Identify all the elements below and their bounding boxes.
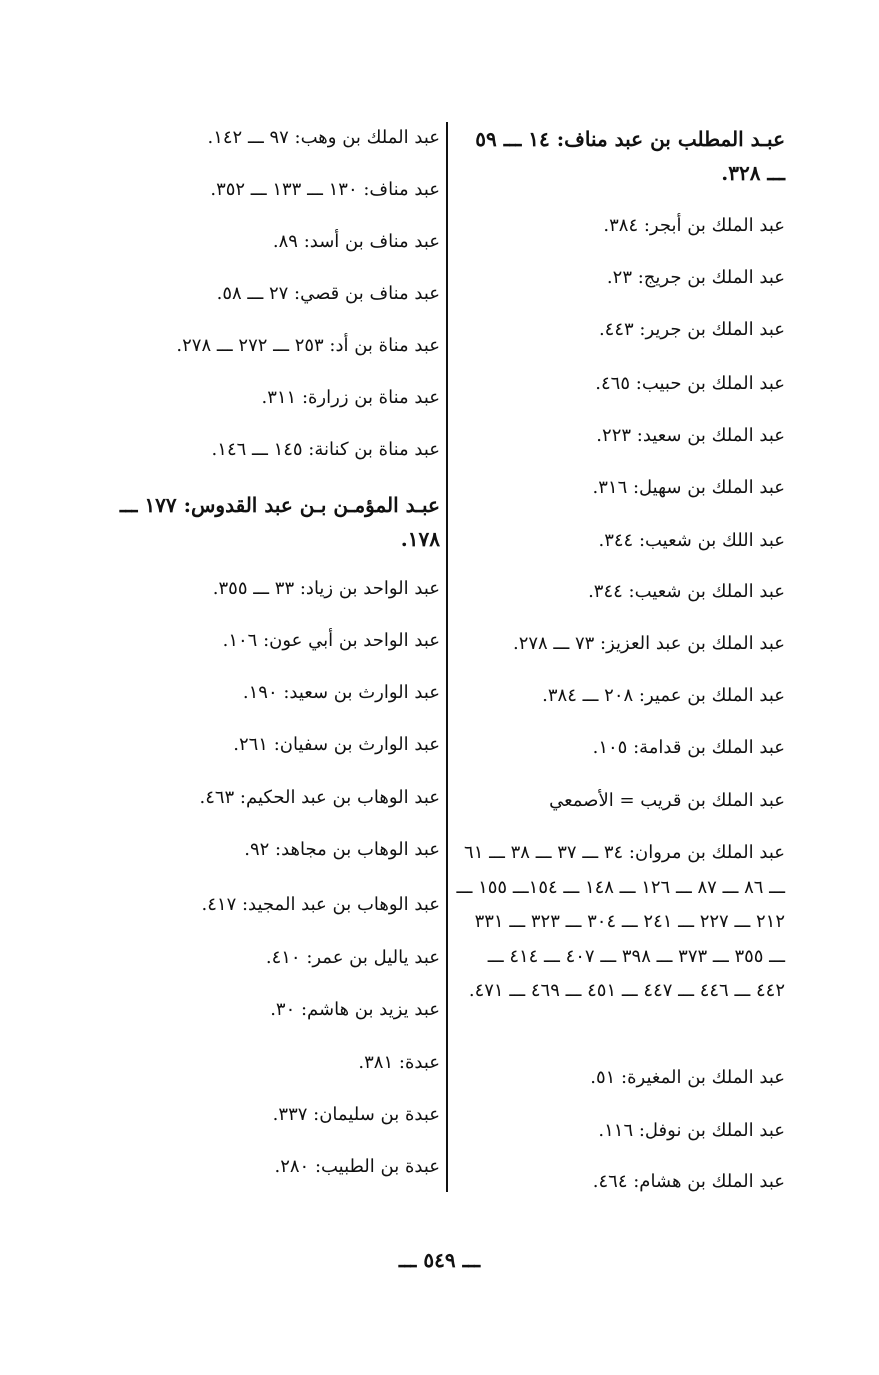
index-entry: عبد الملك بن عبد العزيز: ٧٣ ـــ ٢٧٨.	[512, 633, 785, 654]
index-entry: عبد مناف بن قصي: ٢٧ ـــ ٥٨.	[216, 283, 440, 304]
index-entry: عبد الملك بن سعيد: ٢٢٣.	[596, 425, 785, 446]
index-entry: عبد الملك بن شعيب: ٣٤٤.	[588, 581, 785, 602]
index-entry: عبد الملك بن هشام: ٤٦٤.	[592, 1171, 785, 1192]
index-entry: عبد ياليل بن عمر: ٤١٠.	[265, 947, 440, 968]
index-entry: عبد يزيد بن هاشم: ٣٠.	[270, 999, 440, 1020]
index-entry: عبد الملك بن قدامة: ١٠٥.	[592, 737, 785, 758]
index-entry: عبد الملك بن سهيل: ٣١٦.	[592, 477, 785, 498]
index-entry: عبد الملك بن وهب: ٩٧ ـــ ١٤٢.	[207, 127, 440, 148]
index-entry: عبد الملك بن نوفل: ١١٦.	[598, 1120, 785, 1141]
index-entry: عبد الملك بن مروان: ٣٤ ـــ ٣٧ ـــ ٣٨ ـــ ٦١ ـــ ٨٦ ـــ ٨٧ ـــ ١٢٦ ـــ ١٤٨ ـــ ١٥٤ـــ ١٥٥ ـــ ٢١٢ ـــ ٢٢٧ ـــ ٢٤١ ـــ ٣٠٤ ـــ ٣٢٣ ـــ ٣٣١ ـــ ٣٥٥ ـــ ٣٧٣ ـــ ٣٩٨ ـــ ٤٠٧ ـــ ٤١٤ ـــ ٤٤٢ ـــ ٤٤٦ ـــ ٤٤٧ ـــ ٤٥١ ـــ ٤٦٩ ـــ ٤٧١.	[456, 842, 785, 1001]
index-entry: عبد الملك بن حبيب: ٤٦٥.	[595, 373, 785, 394]
index-entry: عبد الملك بن عمير: ٢٠٨ ـــ ٣٨٤.	[542, 685, 785, 706]
index-entry: عبدة بن سليمان: ٣٣٧.	[272, 1104, 440, 1125]
index-entry: عبـد المطلب بن عبد مناف: ١٤ ـــ ٥٩ ـــ ٣٢٨.	[475, 127, 785, 185]
index-entry: عبدة: ٣٨١.	[358, 1052, 440, 1073]
column-divider	[446, 122, 448, 1192]
index-entry: عبد الملك بن قريب = الأصمعي	[549, 790, 785, 811]
index-entry: عبد الملك بن جرير: ٤٤٣.	[598, 319, 785, 340]
index-entry: عبد الملك بن المغيرة: ٥١.	[590, 1067, 785, 1088]
index-entry: عبدة بن الطبيب: ٢٨٠.	[274, 1156, 440, 1177]
index-entry: عبد الوارث بن سعيد: ١٩٠.	[242, 682, 440, 703]
index-entry: عبد اللك بن شعيب: ٣٤٤.	[598, 530, 785, 551]
index-entry: عبـد المؤمـن بـن عبد القدوس: ١٧٧ ـــ ١٧٨.	[119, 493, 440, 551]
index-entry: عبد مناف بن أسد: ٨٩.	[272, 231, 440, 252]
index-entry: عبد الوهاب بن عبد المجيد: ٤١٧.	[201, 894, 440, 915]
index-entry: عبد مناة بن كنانة: ١٤٥ ـــ ١٤٦.	[211, 439, 440, 460]
index-entry: عبد الواحد بن أبي عون: ١٠٦.	[222, 630, 440, 651]
index-entry: عبد مناة بن زرارة: ٣١١.	[261, 387, 440, 408]
index-entry: عبد الوارث بن سفيان: ٢٦١.	[233, 734, 440, 755]
index-entry: عبد الوهاب بن مجاهد: ٩٢.	[244, 839, 440, 860]
index-entry: عبد الملك بن أبجر: ٣٨٤.	[603, 215, 785, 236]
index-entry: عبد مناة بن أد: ٢٥٣ ـــ ٢٧٢ ـــ ٢٧٨.	[176, 335, 440, 356]
index-entry: عبد الملك بن جريج: ٢٣.	[606, 267, 785, 288]
index-entry: عبد مناف: ١٣٠ ـــ ١٣٣ ـــ ٣٥٢.	[210, 179, 440, 200]
page-number: ـــ ٥٤٩ ـــ	[398, 1248, 481, 1272]
index-entry: عبد الواحد بن زياد: ٣٣ ـــ ٣٥٥.	[212, 578, 440, 599]
index-entry: عبد الوهاب بن عبد الحكيم: ٤٦٣.	[199, 787, 440, 808]
